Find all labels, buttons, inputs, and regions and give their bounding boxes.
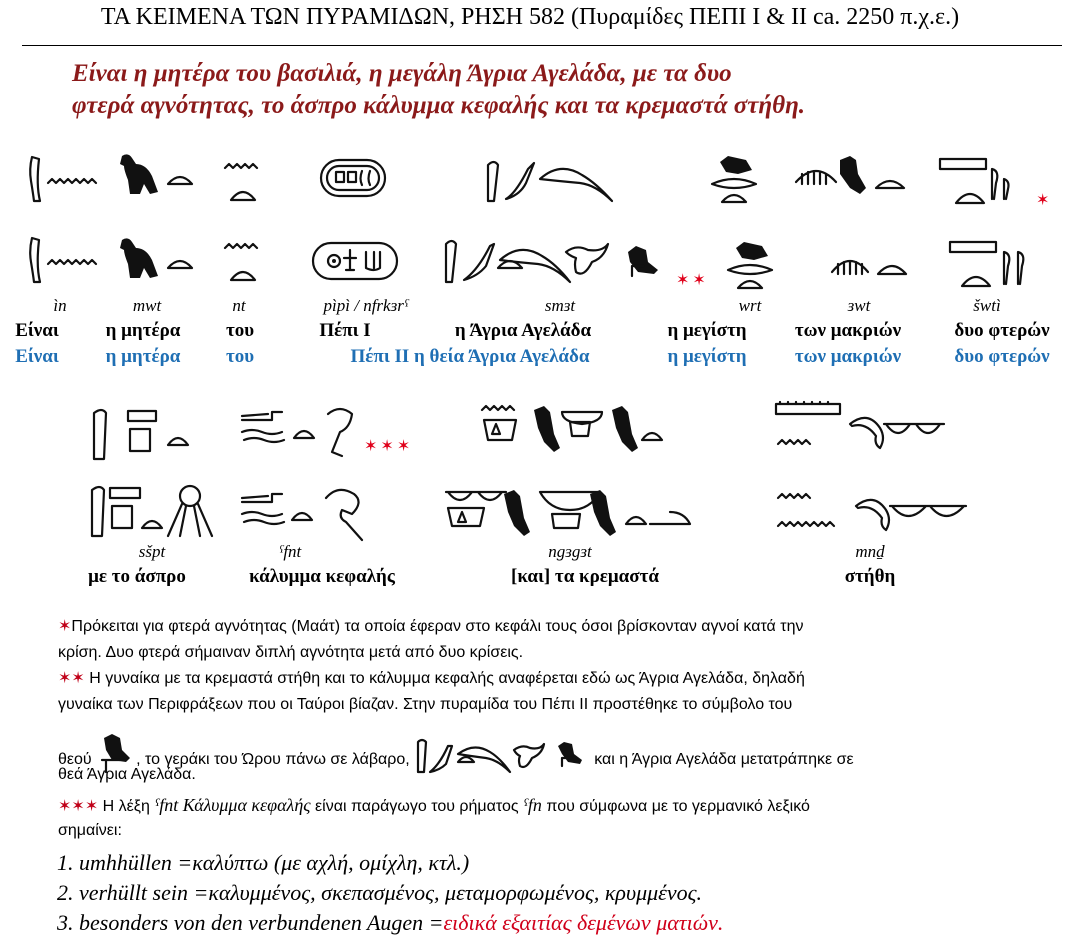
translit-wrt: wrt xyxy=(738,296,762,315)
marker-two-icon: ✶✶ xyxy=(676,272,709,289)
translit-nt: nt xyxy=(232,296,246,315)
heading-line-1: Είναι η μητέρα του βασιλιά, η μεγάλη Άγρια Αγελάδα, με τα δυο xyxy=(72,60,732,87)
gloss-p1-word: η μεγίστη xyxy=(667,320,747,341)
papyrus-bird-bread-glyph xyxy=(790,152,915,208)
gloss-row2-word: κάλυμμα κεφαλής xyxy=(249,566,395,587)
gloss-row2-word: με το άσπρο xyxy=(88,566,186,587)
water-bread-glyph xyxy=(221,160,271,210)
reed-leaf-water-glyph xyxy=(26,236,101,286)
mnd-glyph xyxy=(772,400,952,456)
note-one-line-2: κρίση. Δυο φτερά σήμαιναν διπλή αγνότητα μετά από δυο κρίσεις. xyxy=(58,644,524,661)
definition-item: 1. umhhüllen =καλύπτω (με αχλή, ομίχλη, κτλ.) xyxy=(57,850,470,875)
gloss-row2-word: [και] τα κρεμαστά xyxy=(511,566,659,587)
cartouche-nfrkare-glyph xyxy=(310,238,400,288)
swallow-basket-glyph xyxy=(722,236,782,298)
ngg-breasts-glyph xyxy=(440,484,700,546)
translit-3wt: ɜwt xyxy=(847,296,871,315)
title-divider xyxy=(22,45,1062,46)
note-three-line-2: σημαίνει: xyxy=(58,822,122,839)
gloss-p1-word: δυο φτερών xyxy=(954,320,1050,341)
translit-sm3t: smɜt xyxy=(544,296,576,315)
swallow-basket-glyph xyxy=(706,150,766,212)
translit-fnt: ˤfnt xyxy=(278,542,302,561)
gloss-p2-word: Είναι xyxy=(15,346,59,367)
cartouche-pepi-glyph xyxy=(318,155,390,205)
papyrus-bread-glyph xyxy=(828,242,918,292)
note-three-line-1: ✶✶✶ Η λέξη ˤfnt Κάλυμμα κεφαλής είναι παράγωγο του ρήματος ˤfn που σύμφωνα με το γερμανικό λεξικό xyxy=(58,795,810,815)
note-two-line-3: θεού , το γεράκι του Ώρου πάνω σε λάβαρο, και η Άγρια Αγελάδα μετατράπηκε σε xyxy=(58,734,854,776)
gloss-p2-word: των μακριών xyxy=(794,346,902,367)
note-two-line-4: θεά Άγρια Αγελάδα. xyxy=(58,766,196,783)
translit-swti: šwtì xyxy=(973,296,1001,315)
gloss-p1-word: των μακριών xyxy=(794,320,902,341)
feathers-glyph xyxy=(948,238,1028,294)
gloss-p2-word: η μεγίστη xyxy=(667,346,747,367)
translit-mnd: mnḏ xyxy=(855,542,885,561)
marker-two-icon: ✶✶ xyxy=(58,670,85,687)
ssp-glyph xyxy=(88,405,198,465)
gloss-p1-word: Είναι xyxy=(15,320,59,341)
mnd-breasts-glyph xyxy=(772,484,972,542)
translit-mwt: mwt xyxy=(132,296,162,315)
gloss-p2-word: Πέπι ΙΙ η θεία Άγρια Αγελάδα xyxy=(350,346,590,367)
gloss-p1-word: του xyxy=(225,320,255,341)
definition-item: 2. verhüllt sein =καλυμμένος, σκεπασμένος, μεταμορφωμένος, κρυμμένος. xyxy=(57,880,703,905)
definition-item: 3. besonders von den verbundenen Augen =ειδικά εξαιτίας δεμένων ματιών. xyxy=(57,910,724,935)
marker-three-icon: ✶✶✶ xyxy=(364,438,414,455)
vulture-bread-glyph xyxy=(114,234,204,292)
gloss-p2-word: η μητέρα xyxy=(105,346,181,367)
gloss-p2-word: του xyxy=(225,346,255,367)
marker-one-icon: ✶ xyxy=(58,618,72,635)
vulture-bread-glyph xyxy=(114,150,204,208)
ngg-glyph xyxy=(478,400,668,462)
marker-three-icon: ✶✶✶ xyxy=(58,798,99,815)
gloss-p1-word: η μητέρα xyxy=(105,320,181,341)
ssp-determinative-glyph xyxy=(86,482,246,542)
fnt-headcover-glyph xyxy=(238,484,388,544)
term-fnt: ˤfnt Κάλυμμα κεφαλής xyxy=(154,795,311,815)
reed-leaf-water-glyph xyxy=(26,155,101,205)
gloss-p2-word: δυο φτερών xyxy=(954,346,1050,367)
translit-in: ìn xyxy=(53,296,67,315)
feathers-glyph xyxy=(938,155,1018,211)
translit-sspt: sšpt xyxy=(138,542,166,561)
sm3-divine-glyph xyxy=(438,232,678,288)
note-two-line-1: ✶✶ Η γυναίκα με τα κρεμαστά στήθη και το κάλυμμα κεφαλής αναφέρεται εδώ ως Άγρια Αγελάδα, δηλαδή xyxy=(58,670,805,687)
sm3-bread-glyph xyxy=(484,157,614,207)
translit-ngggt: ngɜgɜt xyxy=(548,542,592,561)
divine-wild-cow-glyph-icon xyxy=(414,736,594,776)
translit-pipi: pìpì / nfrkɜrˤ xyxy=(323,296,409,315)
marker-one-icon: ✶ xyxy=(1036,192,1053,209)
gloss-row2-word: στήθη xyxy=(844,566,896,587)
heading-line-2: φτερά αγνότητας, το άσπρο κάλυμμα κεφαλής και τα κρεμαστά στήθη. xyxy=(72,92,806,119)
fnt-glyph xyxy=(238,402,368,462)
gloss-p1-word: η Άγρια Αγελάδα xyxy=(454,320,592,341)
note-one-line-1: ✶Πρόκειται για φτερά αγνότητας (Μαάτ) τα οποία έφεραν στο κεφάλι τους όσοι βρίσκονταν αγνοί κατά την xyxy=(58,618,804,635)
note-two-line-2: γυναίκα των Περιφράξεων που οι Ταύροι βίαζαν. Στην πυραμίδα του Πέπι ΙΙ προστέθηκε το σύμβολο του xyxy=(58,696,793,713)
term-fn: ˤfn xyxy=(523,795,542,815)
gloss-p1-word: Πέπι Ι xyxy=(319,320,371,341)
water-bread-glyph xyxy=(221,240,271,290)
page-title: ΤΑ ΚΕΙΜΕΝΑ ΤΩΝ ΠΥΡΑΜΙΔΩΝ, ΡΗΣΗ 582 (Πυραμίδες ΠΕΠΙ Ι & ΙΙ ca. 2250 π.χ.ε.) xyxy=(100,4,960,30)
